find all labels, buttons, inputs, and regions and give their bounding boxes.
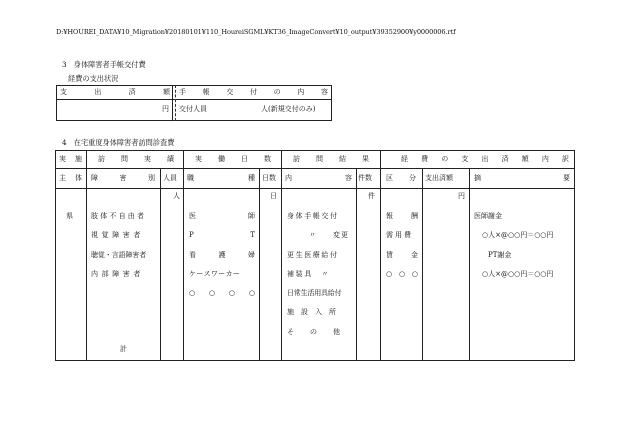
header-nissu: 日数: [262, 174, 276, 182]
shokushu-row: 医 師: [189, 212, 255, 220]
header-ninzu: 人員: [163, 174, 177, 182]
header-homon-jisseki: 訪 問 実 績: [98, 155, 174, 163]
header-shishutsu: 支出済額: [425, 174, 453, 182]
header-shokushu: 職 種: [187, 174, 255, 182]
tekiyo-row: ○人×@○○円＝○○円: [482, 231, 554, 240]
shokushu-row: ケースワーカー: [189, 269, 241, 278]
header-shutai: 主 体: [59, 174, 82, 182]
section3-header-amount: 支 出 済 額: [60, 88, 170, 96]
header-jisshi: 実 施: [59, 155, 82, 163]
unit-nichi: 日: [270, 192, 277, 200]
naiyo-row: 身体手帳交付: [287, 212, 339, 220]
kubun-row: ○ ○ ○: [386, 269, 418, 278]
section4-heading: 4 在宅重度身体障害者訪問診査費: [62, 138, 175, 147]
tekiyo-row: PT謝金: [488, 250, 512, 259]
tekiyo-row: 医師謝金: [474, 212, 502, 220]
section3-persons-note: 人(新規交付のみ): [261, 105, 316, 113]
kubun-row: 需用費: [386, 231, 413, 240]
unit-ken: 件: [368, 192, 375, 200]
shogai-list: [91, 213, 155, 290]
naiyo-row: 日常生活用具給付: [287, 289, 342, 298]
shogai-row: 聴覚・言語障害者: [91, 250, 147, 259]
header-keihi: 経 費 の 支 出 済 額 内 訳: [401, 155, 569, 163]
naiyo-row: 〃 変更: [309, 231, 349, 240]
naiyo-row: 施設入所: [287, 308, 343, 317]
section3-header-contents: 手 帳 交 付 の 内 容: [179, 88, 328, 96]
header-shogai-betsu: 障 害 別: [91, 174, 155, 182]
total-label: 計: [120, 345, 127, 353]
naiyo-row: 更生医療給付: [287, 250, 339, 259]
section3-heading: 3 身体障害者手帳交付費: [62, 60, 146, 69]
shutai-value: 県: [66, 212, 73, 220]
header-kensu: 件数: [358, 174, 372, 182]
file-path: D:¥HOUREI_DATA¥10_Migration¥20180101¥110_HoureiSGML¥KT36_ImageConvert¥10_output¥39352900¥y0000006.rtf: [56, 28, 456, 36]
section3-amount-unit: 円: [162, 105, 169, 113]
header-naiyo: 内 容: [285, 174, 352, 182]
shogai-row: 内部障害者: [91, 269, 144, 278]
header-tekiyo: 摘 要: [474, 174, 570, 182]
shokushu-row: 看 護 婦: [189, 250, 255, 259]
naiyo-row: 補装具 〃: [287, 269, 330, 278]
shogai-row: 肢体不自由者: [91, 212, 147, 220]
shokushu-list: [189, 213, 255, 309]
kubun-row: 報 酬: [386, 212, 418, 220]
shogai-row: 視覚障害者: [91, 231, 144, 240]
kubun-list: [386, 213, 418, 290]
unit-nin: 人: [173, 192, 180, 200]
section3-persons-label: 交付人員: [179, 105, 207, 113]
naiyo-row: その他: [287, 327, 356, 336]
shokushu-row: ○ ○ ○ ○: [189, 289, 255, 298]
header-kubun: 区 分: [386, 174, 416, 182]
shokushu-row: P T: [189, 231, 255, 240]
naiyo-list: [287, 212, 356, 348]
kubun-row: 賃 金: [386, 250, 418, 259]
unit-en: 円: [458, 192, 465, 200]
header-homon-kekka: 訪 問 結 果: [293, 155, 369, 163]
header-jitsudo-nissu: 実 働 日 数: [195, 155, 271, 163]
tekiyo-list: [474, 213, 572, 290]
tekiyo-row: ○人×@○○円＝○○円: [482, 269, 554, 278]
section3-subheading: 経費の支出状況: [68, 74, 119, 83]
